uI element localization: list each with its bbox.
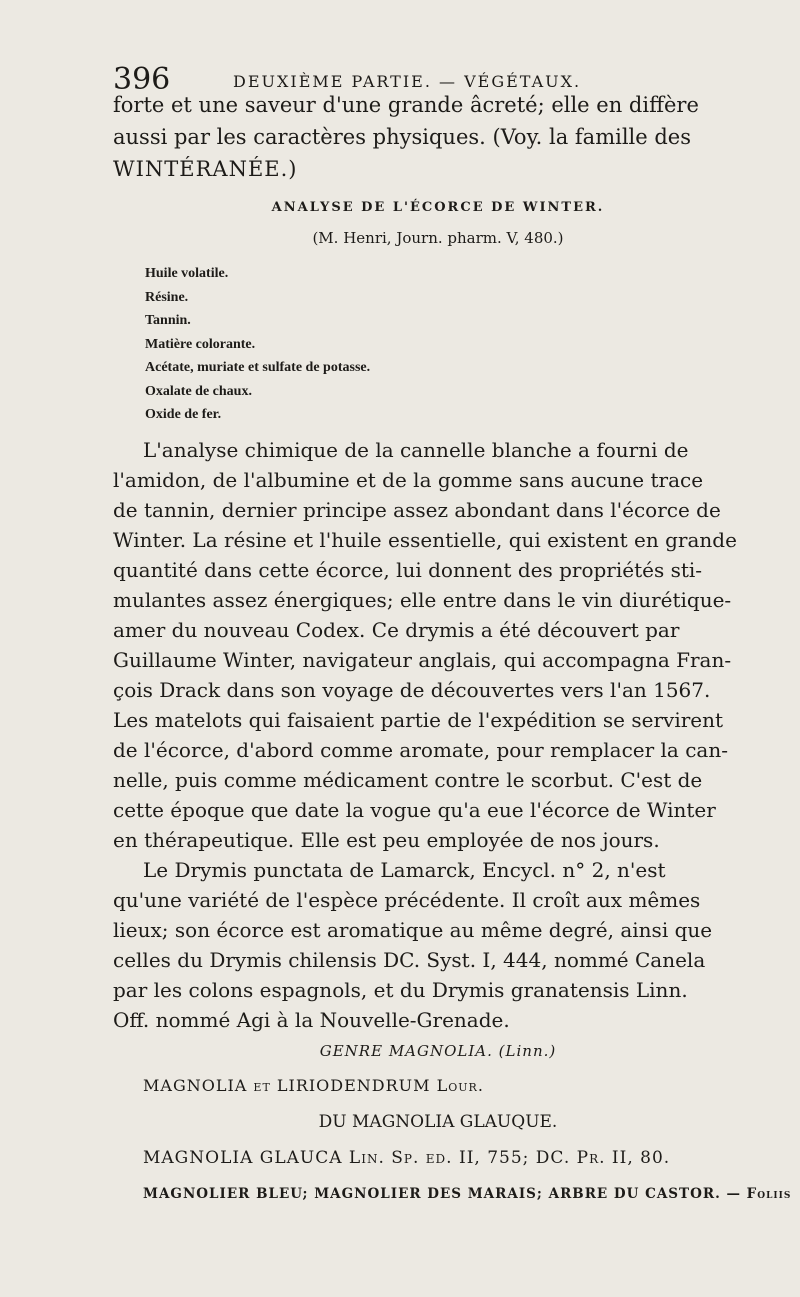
intro-paragraph [113, 95, 763, 201]
text-line: mulantes assez énergiques; elle entre dans le vin diurétique- [113, 587, 732, 612]
analysis-source: (M. Henri, Journ. pharm. V, 480.) [312, 229, 564, 247]
text-line: Les matelots qui faisaient partie de l'expédition se servirent [113, 707, 724, 732]
text-line: de tannin, dernier principe assez abondant dans l'écorce de [113, 497, 721, 522]
list-item: Oxide de fer. [145, 407, 222, 422]
text-line: L'analyse chimique de la cannelle blanche a fourni de [143, 437, 689, 462]
analysis-list [113, 267, 763, 432]
genre-title: GENRE MAGNOLIA. (Linn.) [319, 1041, 557, 1060]
list-item: Huile volatile. [145, 266, 229, 281]
list-item: Acétate, muriate et sulfate de potasse. [145, 360, 371, 375]
text-line: lieux; son écorce est aromatique au même degré, ainsi que [113, 917, 713, 942]
text-line: forte et une saveur d'une grande âcreté; elle en diffère [113, 93, 699, 117]
page-body [113, 93, 792, 1218]
text-line: çois Drack dans son voyage de découvertes vers l'an 1567. [113, 677, 711, 702]
text-line: par les colons espagnols, et du Drymis granatensis Linn. [113, 977, 688, 1002]
text-line: celles du Drymis chilensis DC. Syst. I, 444, nommé Canela [113, 947, 706, 972]
running-head: DEUXIÈME PARTIE. — VÉGÉTAUX. [233, 72, 582, 91]
text-line: nelle, puis comme médicament contre le scorbut. C'est de [113, 767, 703, 792]
text-line: de l'écorce, d'abord comme aromate, pour remplacer la can- [113, 737, 728, 762]
text-line: Off. nommé Agi à la Nouvelle-Grenade. [113, 1007, 510, 1032]
text-line: aussi par les caractères physiques. (Voy. la famille des [113, 125, 692, 149]
genre-synonyms: MAGNOLIA et LIRIODENDRUM Lour. [143, 1075, 484, 1095]
list-item: Oxalate de chaux. [145, 383, 252, 399]
text-line: Le Drymis punctata de Lamarck, Encycl. n° 2, n'est [143, 857, 666, 882]
list-item: Matière colorante. [145, 336, 256, 352]
text-line: amer du nouveau Codex. Ce drymis a été découvert par [113, 617, 680, 642]
paragraph-drymis [113, 857, 763, 1044]
species-reference: MAGNOLIA GLAUCA Lin. Sp. ed. II, 755; DC. Pr. II, 80. [143, 1147, 671, 1168]
page-number: 396 [113, 62, 171, 97]
text-line: quantité dans cette écorce, lui donnent des propriétés sti- [113, 557, 703, 582]
text-line: Winter. La résine et l'huile essentielle, qui existent en grande [113, 527, 737, 552]
text-line: l'amidon, de l'albumine et de la gomme sans aucune trace [113, 467, 704, 492]
text-line: WINTÉRANÉE.) [113, 157, 298, 181]
species-title: DU MAGNOLIA GLAUQUE. [318, 1111, 558, 1132]
list-item: Résine. [145, 289, 189, 305]
list-item: Tannin. [145, 313, 191, 328]
analysis-title: ANALYSE DE L'ÉCORCE DE WINTER. [271, 200, 605, 215]
text-line: Guillaume Winter, navigateur anglais, qui accompagna Fran- [113, 647, 732, 672]
text-line: qu'une variété de l'espèce précédente. Il croît aux mêmes [113, 887, 701, 912]
paragraph-cannelle [113, 437, 763, 860]
common-names: MAGNOLIER BLEU; MAGNOLIER DES MARAIS; ARBRE DU CASTOR. — Foliis [143, 1185, 792, 1202]
text-line: en thérapeutique. Elle est peu employée de nos jours. [113, 827, 660, 852]
text-line: cette époque que date la vogue qu'a eue l'écorce de Winter [113, 797, 716, 822]
